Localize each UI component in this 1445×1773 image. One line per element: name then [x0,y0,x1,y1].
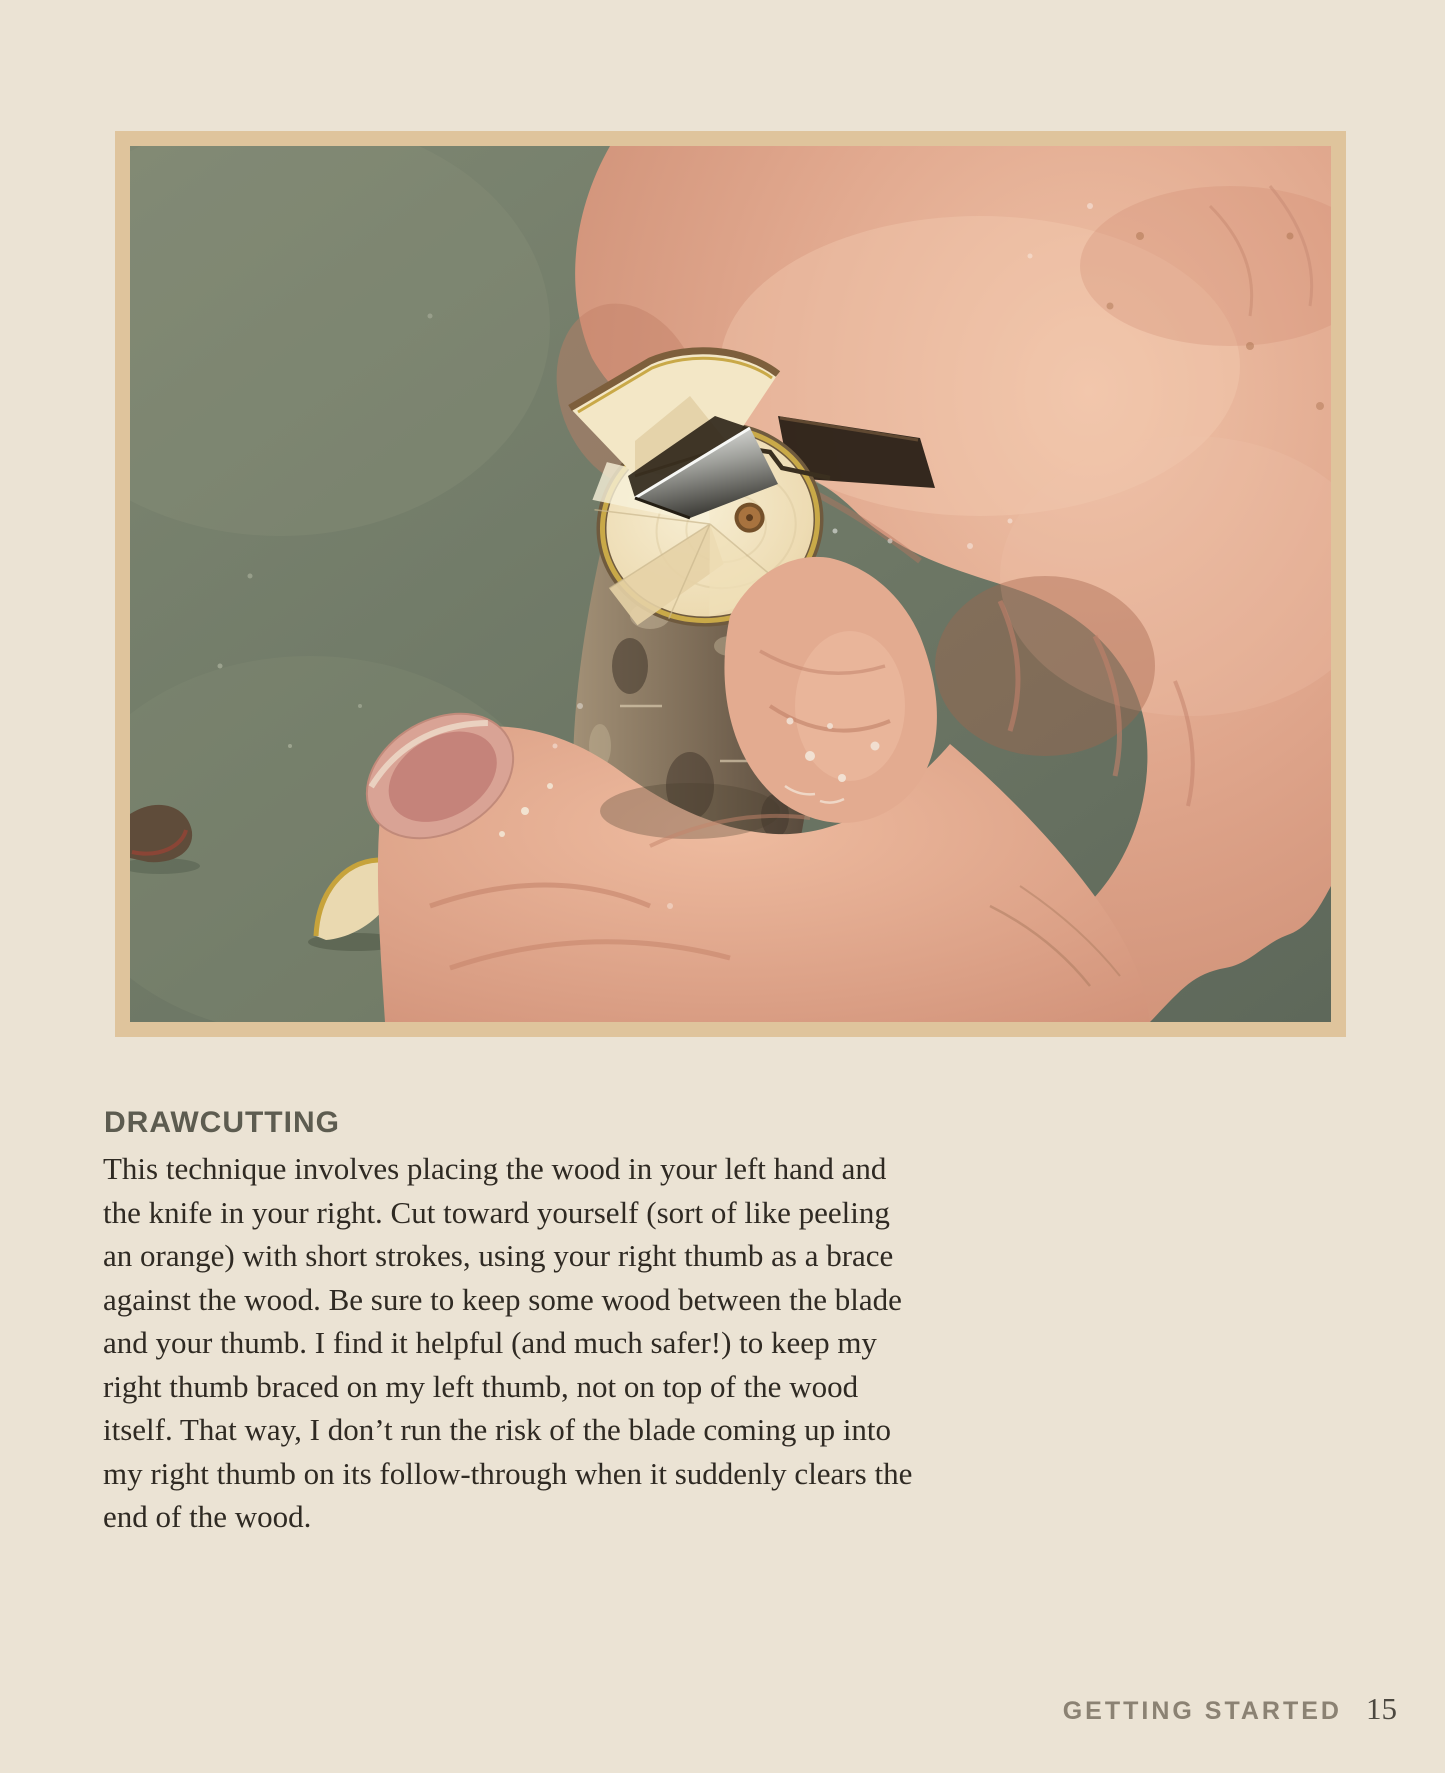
page-footer [1063,1691,1397,1727]
body-line: and your thumb. I find it helpful (and much safer!) to keep my [103,1325,877,1360]
body-line: itself. That way, I don’t run the risk of the blade coming up into [103,1412,892,1447]
body-line: the knife in your right. Cut toward yourself (sort of like peeling [103,1194,890,1230]
drawcutting-photo [130,146,1331,1022]
body-line: right thumb braced on my left thumb, not on top of the wood [103,1368,859,1404]
body-line: against the wood. Be sure to keep some wood between the blade [103,1281,902,1317]
chapter-title: GETTING STARTED [1062,1697,1342,1725]
page-number: 15 [1366,1691,1397,1726]
body-line: end of the wood. [103,1499,312,1534]
body-line: my right thumb on its follow-through when it suddenly clears the [103,1455,913,1491]
section-heading: DRAWCUTTING [104,1106,340,1139]
body-line: This technique involves placing the wood in your left hand and [103,1151,887,1186]
body-line: an orange) with short strokes, using your right thumb as a brace [103,1238,894,1273]
body-paragraph [103,1147,1103,1539]
photo-frame [115,131,1346,1037]
